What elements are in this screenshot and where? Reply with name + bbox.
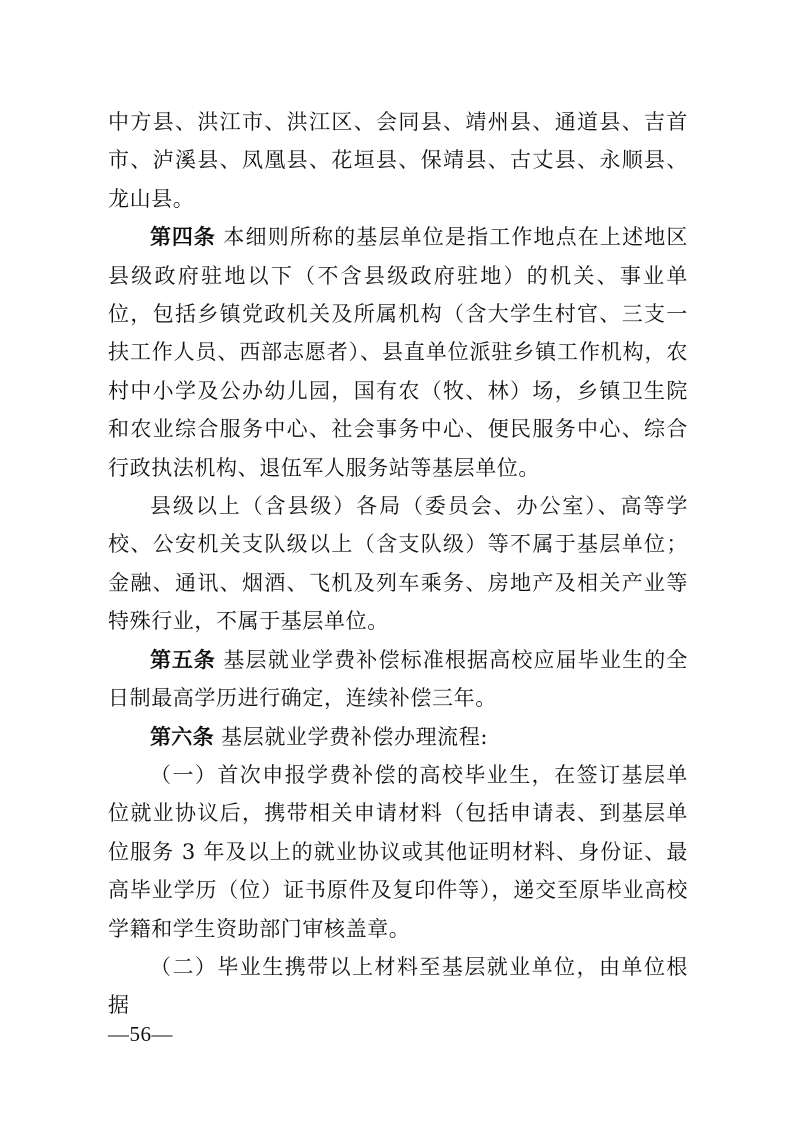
paragraph-text: 基层就业学费补偿办理流程: — [213, 724, 489, 749]
paragraph-step-2 — [108, 948, 688, 1025]
paragraph-text: 基层就业学费补偿标准根据高校应届毕业生的全日制最高学历进行确定，连续补偿三年。 — [108, 647, 689, 711]
paragraph-text: 县级以上（含县级）各局（委员会、办公室）、高等学校、公安机关支队级以上（含支队级）等不属于基层单位；金融、通讯、烟酒、飞机及列车乘务、房地产及相关产业等特殊行业，不属于基层单位。 — [108, 494, 688, 634]
paragraph-text: （二）毕业生携带以上材料至基层就业单位，由单位根据 — [108, 954, 688, 1018]
paragraph-text: 中方县、洪江市、洪江区、会同县、靖州县、通道县、吉首市、泸溪县、凤凰县、花垣县、保靖县、古丈县、永顺县、龙山县。 — [108, 110, 688, 211]
article-heading: 第六条 — [150, 724, 214, 749]
paragraph-text: （一）首次申报学费补偿的高校毕业生，在签订基层单位就业协议后，携带相关申请材料（包括申请表、到基层单位服务 3 年及以上的就业协议或其他证明材料、身份证、最高毕业学历（位）证书原件及复印件等），递交至原毕业高校学籍和学生资助部门审核盖章。 — [108, 762, 688, 941]
paragraph-article-4 — [108, 218, 688, 487]
document-body — [108, 103, 688, 1025]
paragraph-county-list — [108, 103, 688, 218]
paragraph-article-5 — [108, 641, 688, 718]
paragraph-text: 本细则所称的基层单位是指工作地点在上述地区县级政府驻地以下（不含县级政府驻地）的机关、事业单位，包括乡镇党政机关及所属机构（含大学生村官、三支一扶工作人员、西部志愿者）、县直单位派驻乡镇工作机构，农村中小学及公办幼儿园，国有农（牧、林）场，乡镇卫生院和农业综合服务中心、社会事务中心、便民服务中心、综合行政执法机构、退伍军人服务站等基层单位。 — [108, 225, 689, 480]
page-number: —56— — [108, 1022, 173, 1046]
paragraph-step-1 — [108, 756, 688, 948]
paragraph-exclusions — [108, 487, 688, 641]
article-heading: 第四条 — [150, 225, 216, 250]
article-heading: 第五条 — [150, 647, 216, 672]
paragraph-article-6 — [108, 718, 688, 756]
